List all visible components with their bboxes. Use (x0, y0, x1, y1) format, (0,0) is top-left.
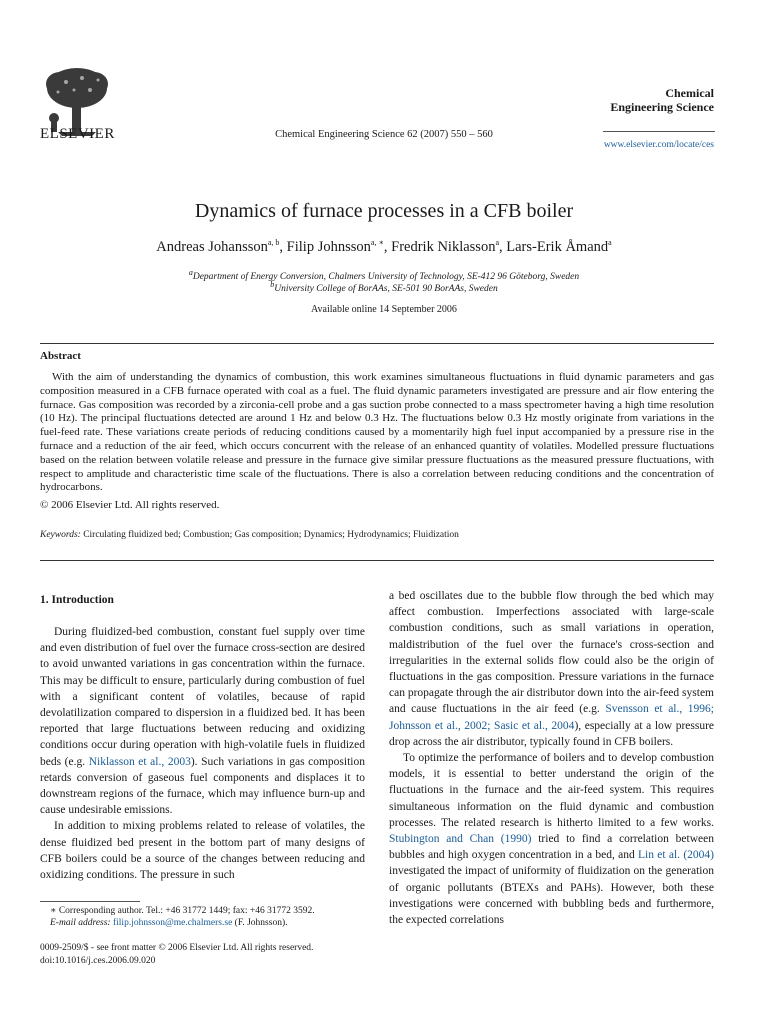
journal-name-divider (603, 131, 715, 132)
abstract-text: With the aim of understanding the dynamics of combustion, this work examines simultaneous fluctuations in fluid dynamic parameters and gas composition measured in a CFB furnace operated with coal as a fuel. The fluid dynamic parameters investigated are pressure and air flow entering the furnace. Gas composition was recorded by a zirconia-cell probe and a gas suction probe connected to a mass spectrometer having a high time resolution (10 Hz). The principal fluctuations detected are around 1 Hz and below 0.3 Hz. The fluctuations below 0.3 Hz mostly originate from variations in the fuel-feed rate. These variations create periods of reducing conditions caused by a momentarily high fuel input accompanied by a pressure rise in the furnace and a reduction of the air feed, which occurs concurrent with the release of an enhanced quantity of volatiles. Modelled pressure fluctuations based on the relation between volatile release and pressure in the furnace give similar pressure fluctuations as the measured pressure fluctuations, with respect to amplitude and characteristic time scale of the fluctuations. There is also a correlation between reducing conditions and the concentration of hydrocarbons. (40, 371, 714, 494)
author-separator: , (279, 238, 287, 255)
paragraph-text: In addition to mixing problems related to release of volatiles, the dense fluidized bed present in the bottom part of many designs of CFB boilers could be a source of the changes between reducing and oxidizing conditions. The pressure in such (40, 820, 365, 882)
author-list (0, 238, 768, 256)
journal-name-line2: Engineering Science (610, 100, 714, 114)
body-column-left (40, 624, 365, 883)
author-separator: , (499, 238, 507, 255)
author-affiliation-marker: a (608, 238, 612, 247)
author-name: Filip Johnsson (286, 238, 371, 255)
affiliation-b (0, 280, 768, 294)
abstract-copyright: © 2006 Elsevier Ltd. All rights reserved. (40, 499, 220, 511)
abstract-bottom-rule (40, 560, 714, 561)
keywords-text: Circulating fluidized bed; Combustion; Gas composition; Dynamics; Hydrodynamics; Fluidization (83, 530, 459, 540)
email-link[interactable]: filip.johnsson@me.chalmers.se (112, 918, 233, 928)
abstract-heading: Abstract (40, 350, 81, 362)
footer-front-matter: 0009-2509/$ - see front matter © 2006 Elsevier Ltd. All rights reserved. (40, 943, 314, 953)
affiliation-marker: a (188, 268, 193, 277)
body-paragraph (40, 624, 365, 818)
email-suffix: (F. Johnsson). (232, 918, 288, 928)
author-name: Lars-Erik Åmand (506, 238, 609, 255)
paragraph-text: tried to find a correlation between bubbles and high oxygen concentration in a bed, and (389, 833, 714, 862)
keywords (40, 530, 459, 540)
journal-reference: Chemical Engineering Science 62 (2007) 550 – 560 (275, 129, 493, 140)
citation-link[interactable]: Lin et al. (2004) (638, 849, 714, 862)
paragraph-text: a bed oscillates due to the bubble flow through the bed which may affect combustion. Imperfections associated with large-scale combustion conditions, such as small variations in operation, maldistribution of the fuel over the furnace's cross-section and irregularities in the external solids flow could also be the origin of fluctuations in the gas composition. Pressure variations in the furnace can propagate through the air distributor down into the air-feed system and cause fluctuations in the air feed (e.g. (389, 590, 714, 716)
footnote-corresponding-author: ∗ Corresponding author. Tel.: +46 31772 1449; fax: +46 31772 3592. (50, 906, 315, 916)
body-paragraph (40, 818, 365, 883)
email-label: E-mail address: (50, 918, 111, 928)
body-paragraph (389, 588, 714, 750)
journal-url-link[interactable]: www.elsevier.com/locate/ces (603, 140, 714, 150)
journal-name (610, 86, 714, 114)
paragraph-text: investigated the impact of uniformity of fluidization on the generation of organic pollutants (BTEXs and PAHs). However, both these investigations were concerned with bubbling beds and furthermore, the expected correlations (389, 865, 714, 927)
author-name: Fredrik Niklasson (391, 238, 496, 255)
citation-link[interactable]: Svensson et al., 1996; Johnsson et al., 2002; Sasic et al., 2004 (389, 703, 715, 732)
body-column-right (389, 588, 714, 928)
paragraph-text: To optimize the performance of boilers and to develop combustion models, it is essential to better understand the origin of the fluctuations in the furnace and the air-feed system. This requires simultaneous information on the fluid dynamic and combustion processes. The related research is hitherto limited to a few works. (389, 752, 714, 829)
author-affiliation-marker: a, ∗ (370, 238, 384, 247)
footnote-rule (40, 901, 140, 902)
footnote-email (50, 918, 288, 928)
section-heading-introduction: 1. Introduction (40, 594, 114, 606)
abstract-top-rule (40, 343, 714, 344)
paragraph-text: ). Such variations in gas composition retards conversion of gaseous fuel components and displaces it to downstream regions of the furnace, which may influence burn-up and cause undesirable emissions. (40, 755, 365, 817)
publisher-name: ELSEVIER (40, 126, 115, 142)
author-separator: , (383, 238, 392, 255)
citation-link[interactable]: Stubington and Chan (1990) (389, 833, 532, 846)
paragraph-text: During fluidized-bed combustion, constant fuel supply over time and even distribution of fuel over the furnace cross-section are desired to avoid unwanted variations in gas concentration within the furnace. This may be difficult to ensure, particularly during combustion of fuel with a significant content of volatiles, because of rapid devolatilization compared to dispersion in a fluidized bed. It has been reported that large fluctuations between reducing and oxidizing conditions occur during operation with high-volatile fuels in fluidized beds (e.g. (40, 626, 365, 768)
affiliation-text: University College of BorAAs, SE-501 90 BorAAs, Sweden (274, 284, 498, 295)
affiliation-text: Department of Energy Conversion, Chalmers University of Technology, SE-412 96 Göteborg, Sweden (192, 272, 580, 283)
body-paragraph (389, 750, 714, 928)
citation-link[interactable]: Niklasson et al., 2003 (88, 755, 191, 768)
affiliation-marker: b (270, 280, 275, 289)
author-name: Andreas Johansson (156, 238, 268, 255)
paragraph-text: ), especially at a low pressure drop across the air distributor, typically found in CFB boilers. (389, 719, 715, 748)
article-title: Dynamics of furnace processes in a CFB boiler (194, 200, 574, 222)
footer-doi: doi:10.1016/j.ces.2006.09.020 (40, 956, 156, 966)
author-affiliation-marker: a, b (267, 238, 280, 247)
keywords-label: Keywords: (40, 530, 81, 540)
available-online: Available online 14 September 2006 (311, 304, 457, 315)
author-affiliation-marker: a (495, 238, 500, 247)
journal-name-line1: Chemical (665, 86, 714, 100)
